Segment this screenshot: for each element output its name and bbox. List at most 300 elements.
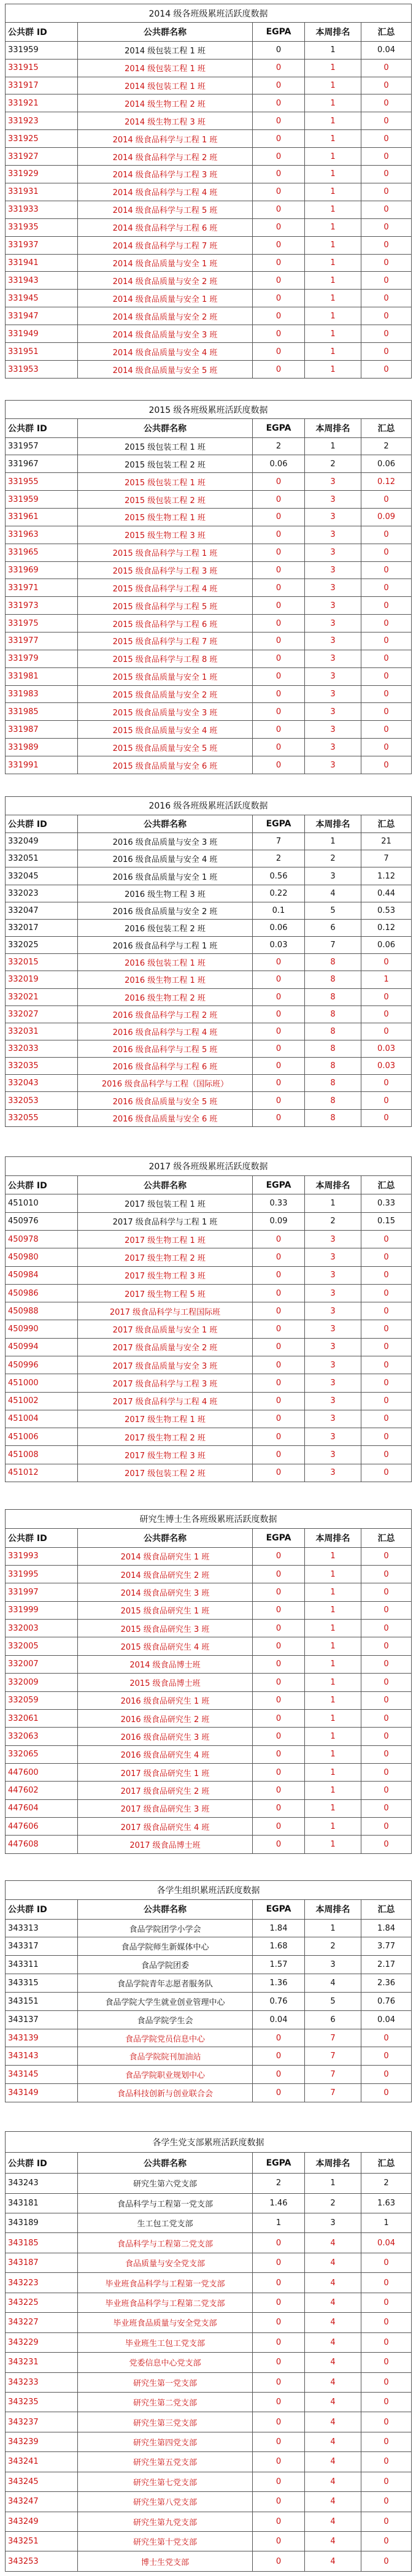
header-rank: 本周排名	[305, 1175, 361, 1194]
total-cell: 0.12	[361, 473, 412, 491]
total-cell: 0	[361, 166, 412, 183]
total-cell: 0	[361, 1356, 412, 1374]
group-name-cell: 2014 级食品研究生 3 班	[78, 1583, 253, 1601]
group-id-cell: 331993	[6, 1547, 78, 1565]
group-id-cell: 343247	[6, 2492, 78, 2512]
table-header-row	[6, 1528, 412, 1547]
group-name-cell: 2017 级食品科学与工程 4 班	[78, 1392, 253, 1410]
group-id-cell: 343315	[6, 1974, 78, 1993]
egpa-cell: 0.1	[253, 902, 305, 919]
total-cell: 0.04	[361, 2010, 412, 2029]
group-name-cell: 2017 级生物工程 3 班	[78, 1266, 253, 1284]
group-id-cell: 331923	[6, 112, 78, 130]
group-name-cell: 2016 级食品质量与安全 6 班	[78, 1109, 253, 1126]
rank-cell: 3	[305, 703, 361, 721]
table-row	[6, 739, 412, 756]
group-name-cell: 2014 级食品博士班	[78, 1655, 253, 1673]
group-id-cell: 331977	[6, 632, 78, 650]
egpa-cell: 0.09	[253, 1212, 305, 1230]
group-id-cell: 450990	[6, 1320, 78, 1338]
total-cell: 0	[361, 988, 412, 1005]
rank-cell: 1	[305, 1601, 361, 1619]
total-cell: 0	[361, 218, 412, 236]
group-id-cell: 331935	[6, 218, 78, 236]
table-row	[6, 833, 412, 850]
table-row	[6, 2392, 412, 2412]
total-cell: 0	[361, 77, 412, 94]
table-row	[6, 509, 412, 526]
rank-cell: 3	[305, 867, 361, 885]
egpa-cell: 0	[253, 2047, 305, 2066]
rank-cell: 4	[305, 2432, 361, 2451]
group-id-cell: 447604	[6, 1799, 78, 1817]
rank-cell: 1	[305, 254, 361, 272]
group-id-cell: 343233	[6, 2372, 78, 2392]
group-name-cell: 2017 级食品科学与工程国际班	[78, 1302, 253, 1320]
table-row	[6, 94, 412, 112]
rank-cell: 7	[305, 2084, 361, 2102]
group-id-cell: 343249	[6, 2512, 78, 2531]
group-id-cell: 332027	[6, 1005, 78, 1023]
egpa-cell: 0	[253, 597, 305, 615]
total-cell: 0	[361, 667, 412, 685]
table-row	[6, 361, 412, 379]
table-row	[6, 455, 412, 473]
table-row	[6, 2066, 412, 2084]
total-cell: 2.36	[361, 1974, 412, 1993]
table-row	[6, 526, 412, 544]
table-row	[6, 1818, 412, 1836]
group-id-cell: 331971	[6, 579, 78, 597]
table-row	[6, 1709, 412, 1727]
total-cell: 0	[361, 615, 412, 632]
group-name-cell: 食品学院职业规划中心	[78, 2066, 253, 2084]
group-name-cell: 2016 级食品研究生 3 班	[78, 1728, 253, 1745]
table-row	[6, 1601, 412, 1619]
table-row	[6, 1374, 412, 1392]
rank-cell: 1	[305, 272, 361, 290]
table-row	[6, 1005, 412, 1023]
group-id-cell: 332063	[6, 1728, 78, 1745]
header-name: 公共群名称	[78, 815, 253, 833]
total-cell: 0	[361, 1109, 412, 1126]
total-cell: 1.63	[361, 2193, 412, 2213]
group-name-cell: 2015 级包装工程 2 班	[78, 491, 253, 509]
group-id-cell: 331989	[6, 739, 78, 756]
group-name-cell: 2014 级食品科学与工程 2 班	[78, 148, 253, 166]
table-row	[6, 2313, 412, 2332]
egpa-cell: 0	[253, 1691, 305, 1709]
table-row	[6, 183, 412, 201]
group-id-cell: 332009	[6, 1674, 78, 1691]
total-cell: 0	[361, 1302, 412, 1320]
group-id-cell: 343237	[6, 2412, 78, 2432]
rank-cell: 1	[305, 1745, 361, 1763]
egpa-cell: 1.57	[253, 1956, 305, 1974]
group-id-cell: 331963	[6, 526, 78, 544]
group-name-cell: 研究生第六党支部	[78, 2174, 253, 2193]
egpa-cell: 0	[253, 1799, 305, 1817]
total-cell: 0	[361, 290, 412, 307]
group-id-cell: 331915	[6, 59, 78, 77]
group-id-cell: 332033	[6, 1040, 78, 1058]
table-row	[6, 1655, 412, 1673]
table-row	[6, 703, 412, 721]
table-row	[6, 1428, 412, 1446]
total-cell: 0.15	[361, 1212, 412, 1230]
group-name-cell: 食品学院学生会	[78, 2010, 253, 2029]
egpa-cell: 0	[253, 1410, 305, 1428]
rank-cell: 1	[305, 1620, 361, 1637]
group-id-cell: 343317	[6, 1937, 78, 1956]
total-cell: 0	[361, 1284, 412, 1302]
table-row	[6, 1836, 412, 1854]
table-row	[6, 2193, 412, 2213]
egpa-cell: 0	[253, 971, 305, 988]
rank-cell: 4	[305, 2512, 361, 2531]
rank-cell: 4	[305, 2551, 361, 2572]
rank-cell: 8	[305, 1075, 361, 1092]
rank-cell: 1	[305, 41, 361, 59]
rank-cell: 3	[305, 1248, 361, 1266]
rank-cell: 5	[305, 902, 361, 919]
group-id-cell: 331979	[6, 650, 78, 667]
total-cell: 2.17	[361, 1956, 412, 1974]
header-name: 公共群名称	[78, 1175, 253, 1194]
group-id-cell: 331995	[6, 1566, 78, 1583]
rank-cell: 1	[305, 437, 361, 455]
rank-cell: 1	[305, 183, 361, 201]
total-cell: 1.84	[361, 1919, 412, 1937]
table-row	[6, 1956, 412, 1974]
rank-cell: 6	[305, 919, 361, 936]
group-id-cell: 332021	[6, 988, 78, 1005]
rank-cell: 2	[305, 2193, 361, 2213]
group-id-cell: 331949	[6, 325, 78, 343]
total-cell: 0	[361, 2047, 412, 2066]
rank-cell: 2	[305, 1212, 361, 1230]
group-name-cell: 2016 级食品研究生 4 班	[78, 1745, 253, 1763]
total-cell: 0	[361, 1691, 412, 1709]
rank-cell: 4	[305, 2492, 361, 2512]
total-cell: 0	[361, 307, 412, 325]
table-header-row	[6, 1175, 412, 1194]
group-name-cell: 2017 级食品研究生 2 班	[78, 1782, 253, 1799]
group-name-cell: 2017 级食品质量与安全 2 班	[78, 1338, 253, 1356]
group-name-cell: 2014 级食品研究生 2 班	[78, 1566, 253, 1583]
table-row	[6, 218, 412, 236]
table-row	[6, 254, 412, 272]
group-name-cell: 毕业班生工包工党支部	[78, 2332, 253, 2352]
rank-cell: 1	[305, 1194, 361, 1212]
rank-cell: 8	[305, 1040, 361, 1058]
table-header-row	[6, 23, 412, 41]
table-title: 2016 级各班级累班活跃度数据	[6, 797, 412, 815]
group-id-cell: 343241	[6, 2452, 78, 2472]
rank-cell: 4	[305, 2233, 361, 2253]
group-name-cell: 2015 级生物工程 1 班	[78, 509, 253, 526]
rank-cell: 3	[305, 685, 361, 703]
group-name-cell: 2014 级食品质量与安全 4 班	[78, 343, 253, 361]
rank-cell: 1	[305, 307, 361, 325]
table-row	[6, 988, 412, 1005]
group-name-cell: 2014 级食品科学与工程 5 班	[78, 201, 253, 218]
egpa-cell: 0	[253, 1284, 305, 1302]
group-id-cell: 343229	[6, 2332, 78, 2352]
egpa-cell: 0	[253, 2313, 305, 2332]
table-row	[6, 1566, 412, 1583]
rank-cell: 3	[305, 1428, 361, 1446]
group-id-cell: 332017	[6, 919, 78, 936]
egpa-cell: 0	[253, 1782, 305, 1799]
group-id-cell: 331981	[6, 667, 78, 685]
header-name: 公共群名称	[78, 1900, 253, 1919]
total-cell: 0	[361, 703, 412, 721]
total-cell: 0	[361, 254, 412, 272]
group-name-cell: 2014 级食品研究生 1 班	[78, 1547, 253, 1565]
group-id-cell: 451012	[6, 1464, 78, 1482]
group-name-cell: 2015 级食品质量与安全 5 班	[78, 739, 253, 756]
table-row	[6, 1691, 412, 1709]
total-cell: 0	[361, 1782, 412, 1799]
total-cell: 0	[361, 544, 412, 561]
egpa-cell: 0	[253, 1637, 305, 1655]
rank-cell: 1	[305, 166, 361, 183]
egpa-cell: 0	[253, 1566, 305, 1583]
rank-cell: 1	[305, 130, 361, 148]
header-id: 公共群 ID	[6, 1175, 78, 1194]
activity-table	[5, 1880, 412, 2102]
rank-cell: 4	[305, 2412, 361, 2432]
group-name-cell: 2014 级包装工程 1 班	[78, 77, 253, 94]
table-title: 2015 级各班级累班活跃度数据	[6, 401, 412, 419]
table-row	[6, 579, 412, 597]
egpa-cell: 0.03	[253, 937, 305, 954]
group-id-cell: 343185	[6, 2233, 78, 2253]
egpa-cell: 0	[253, 2392, 305, 2412]
rank-cell: 3	[305, 491, 361, 509]
group-id-cell: 331933	[6, 201, 78, 218]
table-row	[6, 130, 412, 148]
rank-cell: 4	[305, 2253, 361, 2272]
rank-cell: 1	[305, 1799, 361, 1817]
group-name-cell: 2017 级食品博士班	[78, 1836, 253, 1854]
group-id-cell: 343245	[6, 2472, 78, 2491]
group-name-cell: 2014 级食品科学与工程 4 班	[78, 183, 253, 201]
egpa-cell: 0	[253, 2066, 305, 2084]
group-id-cell: 331973	[6, 597, 78, 615]
egpa-cell: 1	[253, 2213, 305, 2233]
group-name-cell: 2014 级食品质量与安全 5 班	[78, 361, 253, 379]
total-cell: 0	[361, 1799, 412, 1817]
total-cell: 0	[361, 361, 412, 379]
egpa-cell: 0	[253, 1005, 305, 1023]
group-id-cell: 331959	[6, 491, 78, 509]
activity-table	[5, 4, 412, 379]
group-id-cell: 332047	[6, 902, 78, 919]
table-row	[6, 1392, 412, 1410]
group-name-cell: 2017 级食品质量与安全 1 班	[78, 1320, 253, 1338]
table-row	[6, 1446, 412, 1464]
total-cell: 0.09	[361, 509, 412, 526]
egpa-cell: 1.36	[253, 1974, 305, 1993]
rank-cell: 3	[305, 2213, 361, 2233]
group-id-cell: 331959	[6, 41, 78, 59]
group-name-cell: 研究生第七党支部	[78, 2472, 253, 2491]
rank-cell: 1	[305, 236, 361, 254]
group-name-cell: 2014 级食品质量与安全 1 班	[78, 254, 253, 272]
egpa-cell: 0	[253, 2332, 305, 2352]
group-name-cell: 2017 级生物工程 2 班	[78, 1428, 253, 1446]
total-cell: 0	[361, 1674, 412, 1691]
egpa-cell: 0	[253, 325, 305, 343]
egpa-cell: 0	[253, 2432, 305, 2451]
total-cell: 0	[361, 1446, 412, 1464]
group-name-cell: 2015 级包装工程 1 班	[78, 437, 253, 455]
egpa-cell: 0	[253, 756, 305, 774]
group-id-cell: 343137	[6, 2010, 78, 2029]
group-id-cell: 331927	[6, 148, 78, 166]
total-cell: 0	[361, 756, 412, 774]
rank-cell: 3	[305, 632, 361, 650]
activity-table	[5, 796, 412, 1127]
table-row	[6, 2293, 412, 2312]
egpa-cell: 0	[253, 1040, 305, 1058]
rank-cell: 7	[305, 937, 361, 954]
egpa-cell: 0	[253, 1058, 305, 1075]
egpa-cell: 0	[253, 2512, 305, 2531]
group-name-cell: 2016 级食品质量与安全 5 班	[78, 1092, 253, 1109]
group-id-cell: 331921	[6, 94, 78, 112]
table-row	[6, 597, 412, 615]
egpa-cell: 0	[253, 94, 305, 112]
rank-cell: 3	[305, 1338, 361, 1356]
table-row	[6, 473, 412, 491]
egpa-cell: 0	[253, 650, 305, 667]
table-row	[6, 290, 412, 307]
total-cell: 0.53	[361, 902, 412, 919]
total-cell: 0	[361, 1266, 412, 1284]
group-name-cell: 博士生党支部	[78, 2551, 253, 2572]
header-name: 公共群名称	[78, 2153, 253, 2174]
group-id-cell: 450980	[6, 1248, 78, 1266]
group-id-cell: 343235	[6, 2392, 78, 2412]
group-name-cell: 2014 级包装工程 1 班	[78, 41, 253, 59]
group-id-cell: 343145	[6, 2066, 78, 2084]
egpa-cell: 0	[253, 1428, 305, 1446]
group-id-cell: 343243	[6, 2174, 78, 2193]
egpa-cell: 2	[253, 850, 305, 867]
group-name-cell: 2015 级食品研究生 1 班	[78, 1601, 253, 1619]
table-row	[6, 1583, 412, 1601]
rank-cell: 1	[305, 1637, 361, 1655]
group-id-cell: 332007	[6, 1655, 78, 1673]
egpa-cell: 0	[253, 77, 305, 94]
rank-cell: 3	[305, 615, 361, 632]
rank-cell: 4	[305, 1974, 361, 1993]
total-cell: 0.33	[361, 1194, 412, 1212]
group-name-cell: 2017 级食品科学与工程 3 班	[78, 1374, 253, 1392]
table-row	[6, 561, 412, 579]
group-id-cell: 331961	[6, 509, 78, 526]
rank-cell: 1	[305, 1691, 361, 1709]
total-cell: 0.03	[361, 1058, 412, 1075]
activity-table	[5, 2131, 412, 2572]
total-cell: 0	[361, 526, 412, 544]
table-row	[6, 2551, 412, 2572]
table-row	[6, 2233, 412, 2253]
group-id-cell: 450986	[6, 1284, 78, 1302]
header-total: 汇总	[361, 1900, 412, 1919]
group-name-cell: 2017 级食品科学与工程 1 班	[78, 1212, 253, 1230]
total-cell: 0.04	[361, 41, 412, 59]
total-cell: 0	[361, 1566, 412, 1583]
egpa-cell: 0	[253, 1356, 305, 1374]
total-cell: 0	[361, 632, 412, 650]
rank-cell: 4	[305, 2353, 361, 2372]
group-name-cell: 2015 级食品质量与安全 2 班	[78, 685, 253, 703]
egpa-cell: 0	[253, 1728, 305, 1745]
total-cell: 0	[361, 1709, 412, 1727]
rank-cell: 1	[305, 1547, 361, 1565]
table-row	[6, 1302, 412, 1320]
egpa-cell: 2	[253, 437, 305, 455]
rank-cell: 1	[305, 218, 361, 236]
total-cell: 0	[361, 1601, 412, 1619]
total-cell: 0	[361, 2551, 412, 2572]
group-id-cell: 332065	[6, 1745, 78, 1763]
group-name-cell: 2015 级生物工程 3 班	[78, 526, 253, 544]
table-row	[6, 902, 412, 919]
total-cell: 0	[361, 112, 412, 130]
table-row	[6, 2492, 412, 2512]
rank-cell: 3	[305, 756, 361, 774]
table-row	[6, 1620, 412, 1637]
group-id-cell: 451010	[6, 1194, 78, 1212]
rank-cell: 1	[305, 1763, 361, 1781]
group-id-cell: 331943	[6, 272, 78, 290]
table-row	[6, 1410, 412, 1428]
group-id-cell: 451008	[6, 1446, 78, 1464]
table-title-row	[6, 4, 412, 23]
activity-table	[5, 1509, 412, 1854]
table-row	[6, 544, 412, 561]
group-name-cell: 2016 级食品质量与安全 2 班	[78, 902, 253, 919]
total-cell: 0	[361, 148, 412, 166]
total-cell: 0	[361, 1428, 412, 1446]
group-id-cell: 331983	[6, 685, 78, 703]
table-row	[6, 1212, 412, 1230]
group-id-cell: 343313	[6, 1919, 78, 1937]
rank-cell: 1	[305, 201, 361, 218]
table-row	[6, 2084, 412, 2102]
total-cell: 1	[361, 971, 412, 988]
group-name-cell: 研究生第二党支部	[78, 2392, 253, 2412]
rank-cell: 3	[305, 1374, 361, 1392]
egpa-cell: 0	[253, 544, 305, 561]
egpa-cell: 0	[253, 1655, 305, 1673]
table-row	[6, 307, 412, 325]
group-name-cell: 2016 级包装工程 1 班	[78, 954, 253, 971]
egpa-cell: 0	[253, 1338, 305, 1356]
total-cell: 0	[361, 2332, 412, 2352]
egpa-cell: 0.22	[253, 885, 305, 902]
group-id-cell: 450976	[6, 1212, 78, 1230]
rank-cell: 1	[305, 94, 361, 112]
group-name-cell: 2017 级包装工程 1 班	[78, 1194, 253, 1212]
total-cell: 0	[361, 1231, 412, 1248]
table-row	[6, 59, 412, 77]
